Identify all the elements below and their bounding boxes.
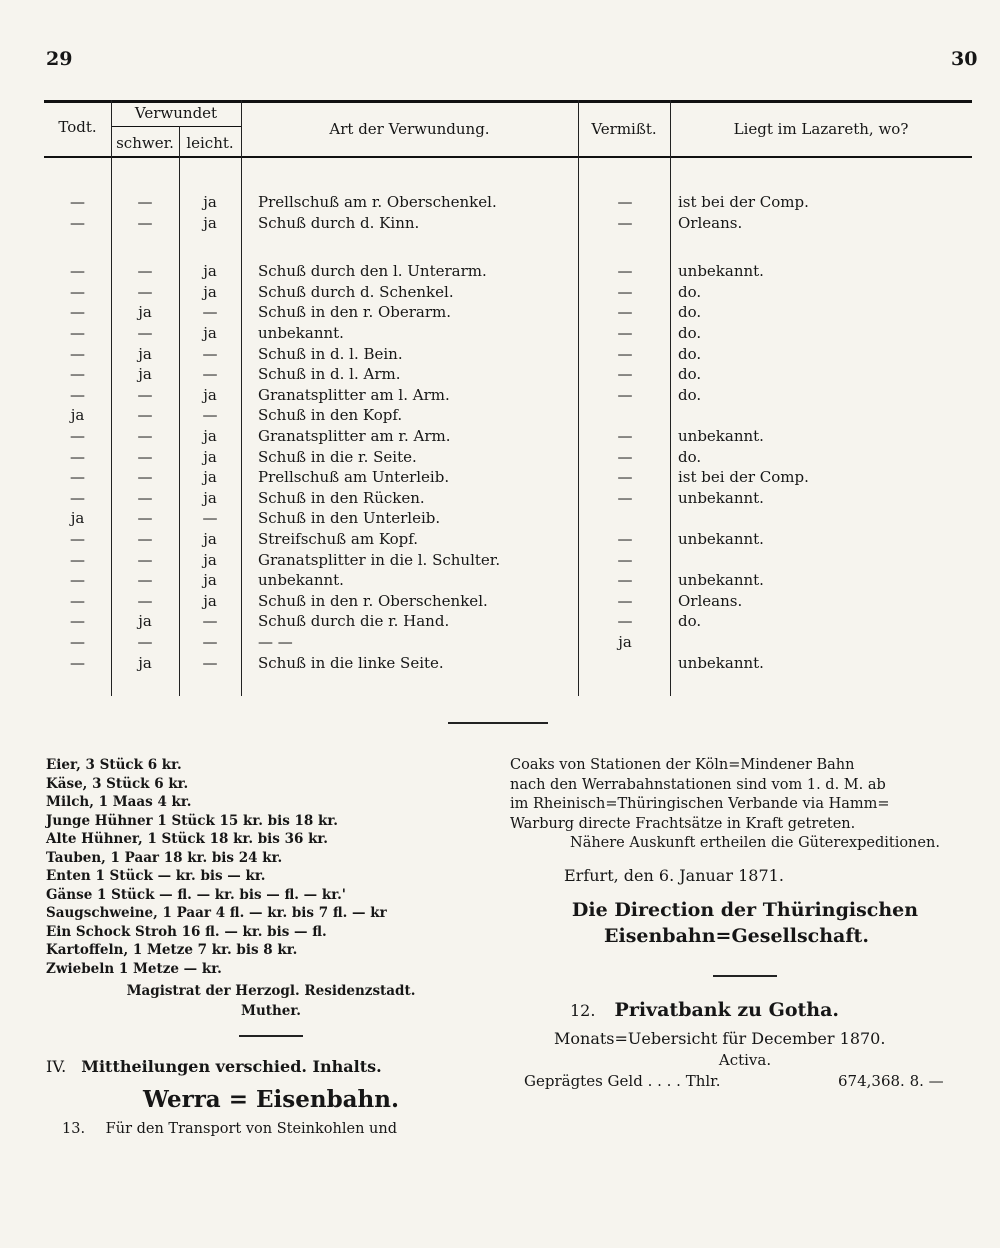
direction-signature-2: Eisenbahn=Gesellschaft. bbox=[604, 924, 869, 947]
table-row bbox=[44, 364, 972, 384]
cell-art: unbekannt. bbox=[258, 571, 344, 590]
price-line: Junge Hühner 1 Stück 15 kr. bis 18 kr. bbox=[46, 812, 338, 829]
table-row bbox=[44, 213, 972, 233]
cell-leicht: ja bbox=[203, 282, 217, 301]
cell-todt: — bbox=[70, 427, 85, 445]
cell-todt: ja bbox=[70, 509, 85, 528]
header-schwer: schwer. bbox=[116, 134, 174, 152]
cell-lazareth: unbekannt. bbox=[678, 530, 764, 548]
cell-art: Schuß in die linke Seite. bbox=[258, 653, 444, 672]
cell-leicht: ja bbox=[203, 213, 217, 232]
item-12-number: 12. bbox=[570, 1000, 596, 1020]
cell-art: Schuß in die r. Seite. bbox=[258, 447, 417, 466]
cell-leicht: ja bbox=[203, 193, 217, 211]
cell-schwer: — bbox=[137, 406, 153, 425]
cell-art: unbekannt. bbox=[258, 324, 344, 342]
magistrat-signature: Magistrat der Herzogl. Residenzstadt. bbox=[126, 983, 416, 999]
price-line: Käse, 3 Stück 6 kr. bbox=[46, 775, 189, 792]
cell-leicht: ja bbox=[203, 550, 217, 569]
cell-vermisst: — bbox=[617, 488, 633, 507]
cell-schwer: — bbox=[137, 571, 153, 590]
werra-notice bbox=[510, 756, 980, 854]
cell-lazareth: do. bbox=[678, 324, 702, 342]
price-line: Saugschweine, 1 Paar 4 fl. — kr. bis 7 fl. — kr bbox=[46, 905, 387, 921]
cell-vermisst: ja bbox=[618, 633, 632, 651]
table-row bbox=[44, 447, 972, 467]
bank-heading bbox=[570, 999, 980, 1021]
cell-schwer: — bbox=[137, 509, 153, 528]
table-row bbox=[44, 261, 972, 281]
section-heading bbox=[46, 1057, 496, 1076]
cell-schwer: — bbox=[137, 591, 153, 610]
cell-lazareth: Orleans. bbox=[678, 213, 743, 232]
cell-leicht: — bbox=[202, 365, 218, 384]
table-row bbox=[44, 192, 972, 212]
table-row bbox=[44, 467, 972, 487]
cell-leicht: ja bbox=[203, 324, 217, 342]
cell-vermisst: — bbox=[617, 213, 633, 232]
werra-heading: Werra = Eisenbahn. bbox=[142, 1086, 400, 1113]
cell-art: Schuß durch d. Kinn. bbox=[258, 213, 420, 232]
cell-schwer: ja bbox=[138, 344, 152, 363]
cell-todt: — bbox=[70, 468, 85, 487]
header-vermisst: Vermißt. bbox=[591, 120, 657, 138]
table-row bbox=[44, 653, 972, 673]
notice-line: Nähere Auskunft ertheilen die Güterexpeditionen. bbox=[570, 835, 940, 851]
cell-todt: ja bbox=[70, 406, 85, 425]
cell-vermisst: — bbox=[617, 365, 633, 384]
price-line: Zwiebeln 1 Metze — kr. bbox=[46, 960, 222, 977]
cell-vermisst: — bbox=[617, 550, 633, 569]
table-row bbox=[44, 426, 972, 446]
cell-todt: — bbox=[70, 550, 85, 569]
price-line: Gänse 1 Stück — fl. — kr. bis — fl. — kr.' bbox=[46, 886, 346, 903]
cell-lazareth: do. bbox=[678, 365, 702, 384]
cell-todt: — bbox=[70, 488, 85, 507]
cell-todt: — bbox=[70, 282, 85, 301]
cell-schwer: — bbox=[137, 193, 153, 211]
cell-art: Schuß in d. l. Arm. bbox=[258, 365, 401, 384]
cell-todt: — bbox=[70, 633, 85, 651]
cell-art: Granatsplitter am r. Arm. bbox=[258, 427, 451, 445]
cell-schwer: — bbox=[137, 633, 153, 651]
cell-todt: — bbox=[70, 612, 85, 631]
table-row bbox=[44, 385, 972, 405]
table-row bbox=[44, 302, 972, 322]
cell-leicht: ja bbox=[203, 488, 217, 507]
item-13-number: 13. bbox=[62, 1121, 86, 1137]
cell-todt: — bbox=[70, 344, 85, 363]
cell-todt: — bbox=[70, 365, 85, 384]
price-line: Kartoffeln, 1 Metze 7 kr. bis 8 kr. bbox=[46, 942, 298, 958]
monthly-overview: Monats=Uebersicht für December 1870. bbox=[554, 1028, 886, 1048]
cell-lazareth: ist bei der Comp. bbox=[678, 468, 809, 487]
cell-schwer: — bbox=[137, 530, 153, 548]
cell-leicht: — bbox=[202, 653, 218, 672]
casualty-table bbox=[44, 100, 972, 700]
header-art: Art der Verwundung. bbox=[329, 120, 490, 138]
cell-lazareth: do. bbox=[678, 447, 702, 466]
cell-todt: — bbox=[70, 385, 85, 404]
muther-signature: Muther. bbox=[241, 1003, 301, 1019]
table-row bbox=[44, 508, 972, 528]
notice-line: Coaks von Stationen der Köln=Mindener Bahn bbox=[510, 757, 855, 773]
cell-todt: — bbox=[70, 653, 85, 672]
price-list bbox=[46, 756, 496, 978]
activa-row-label: Geprägtes Geld . . . . Thlr. bbox=[524, 1071, 721, 1090]
cell-lazareth: do. bbox=[678, 344, 702, 363]
cell-todt: — bbox=[70, 324, 85, 342]
cell-todt: — bbox=[70, 262, 85, 281]
cell-leicht: — bbox=[202, 633, 218, 651]
verwundet-subrule bbox=[111, 126, 241, 127]
cell-todt: — bbox=[70, 193, 85, 211]
cell-lazareth: unbekannt. bbox=[678, 488, 764, 507]
cell-lazareth: do. bbox=[678, 612, 702, 631]
cell-art: Schuß durch d. Schenkel. bbox=[258, 282, 454, 301]
cell-leicht: — bbox=[202, 406, 218, 425]
cell-leicht: — bbox=[202, 303, 218, 322]
cell-schwer: — bbox=[137, 282, 153, 301]
cell-art: — — bbox=[258, 633, 293, 651]
cell-leicht: ja bbox=[203, 468, 217, 487]
item-13 bbox=[46, 1121, 496, 1137]
cell-todt: — bbox=[70, 530, 85, 548]
price-line: Enten 1 Stück — kr. bis — kr. bbox=[46, 868, 266, 884]
table-top-rule bbox=[44, 100, 972, 103]
cell-art: Granatsplitter am l. Arm. bbox=[258, 385, 450, 404]
notice-line: nach den Werrabahnstationen sind vom 1. d. M. ab bbox=[510, 776, 886, 793]
header-todt: Todt. bbox=[58, 118, 97, 136]
cell-lazareth: Orleans. bbox=[678, 591, 743, 610]
cell-todt: — bbox=[70, 591, 85, 610]
cell-leicht: — bbox=[202, 509, 218, 528]
cell-vermisst: — bbox=[617, 282, 633, 301]
cell-leicht: ja bbox=[203, 530, 217, 548]
cell-vermisst: — bbox=[617, 468, 633, 487]
table-row bbox=[44, 488, 972, 508]
left-column bbox=[46, 756, 496, 1137]
table-row bbox=[44, 550, 972, 570]
price-line: Ein Schock Stroh 16 fl. — kr. bis — fl. bbox=[46, 923, 327, 940]
cell-schwer: — bbox=[137, 262, 153, 281]
activa-label: Activa. bbox=[718, 1050, 772, 1069]
cell-schwer: — bbox=[137, 468, 153, 487]
cell-schwer: — bbox=[137, 488, 153, 507]
cell-vermisst: — bbox=[617, 385, 633, 404]
cell-leicht: — bbox=[202, 344, 218, 363]
cell-todt: — bbox=[70, 303, 85, 322]
cell-todt: — bbox=[70, 447, 85, 466]
notice-line: Warburg directe Frachtsätze in Kraft getreten. bbox=[510, 815, 856, 832]
cell-art: Streifschuß am Kopf. bbox=[258, 530, 419, 548]
section-number: IV. bbox=[46, 1057, 67, 1076]
cell-art: Schuß in den Unterleib. bbox=[258, 509, 441, 528]
cell-vermisst: — bbox=[617, 530, 633, 548]
cell-lazareth: do. bbox=[678, 303, 702, 322]
header-lazareth: Liegt im Lazareth, wo? bbox=[733, 120, 909, 138]
cell-art: Prellschuß am r. Oberschenkel. bbox=[258, 193, 497, 211]
direction-signature-1: Die Direction der Thüringischen bbox=[571, 898, 919, 921]
price-line: Alte Hühner, 1 Stück 18 kr. bis 36 kr. bbox=[46, 831, 329, 847]
cell-leicht: ja bbox=[203, 447, 217, 466]
cell-leicht: — bbox=[202, 612, 218, 631]
cell-schwer: — bbox=[137, 324, 153, 342]
table-row bbox=[44, 632, 972, 652]
table-row bbox=[44, 405, 972, 425]
price-line: Eier, 3 Stück 6 kr. bbox=[46, 757, 182, 773]
cell-todt: — bbox=[70, 213, 85, 232]
right-column bbox=[510, 756, 980, 1094]
page-number-left: 29 bbox=[46, 48, 73, 70]
left-separator bbox=[239, 1035, 303, 1037]
cell-schwer: — bbox=[137, 427, 153, 445]
cell-art: Schuß durch den l. Unterarm. bbox=[258, 262, 487, 281]
activa-row-value: 674,368. 8. — bbox=[838, 1071, 944, 1090]
cell-art: Schuß in d. l. Bein. bbox=[258, 344, 403, 363]
cell-vermisst: — bbox=[617, 324, 633, 342]
cell-lazareth: unbekannt. bbox=[678, 653, 764, 672]
cell-todt: — bbox=[70, 571, 85, 590]
cell-leicht: ja bbox=[203, 591, 217, 610]
bank-title: Privatbank zu Gotha. bbox=[614, 998, 840, 1021]
cell-schwer: ja bbox=[138, 653, 152, 672]
cell-schwer: ja bbox=[138, 612, 152, 631]
cell-vermisst: — bbox=[617, 571, 633, 590]
item-13-text: Für den Transport von Steinkohlen und bbox=[105, 1121, 397, 1137]
table-header-rule bbox=[44, 156, 972, 158]
cell-vermisst: — bbox=[617, 427, 633, 445]
cell-art: Prellschuß am Unterleib. bbox=[258, 468, 450, 487]
cell-art: Schuß in den r. Oberschenkel. bbox=[258, 591, 488, 610]
table-row bbox=[44, 282, 972, 302]
price-line: Milch, 1 Maas 4 kr. bbox=[46, 794, 192, 810]
page-number-right: 30 bbox=[951, 48, 978, 70]
cell-vermisst: — bbox=[617, 344, 633, 363]
cell-art: Schuß in den Rücken. bbox=[258, 488, 425, 507]
cell-art: Schuß in den r. Oberarm. bbox=[258, 303, 452, 322]
cell-lazareth: ist bei der Comp. bbox=[678, 193, 809, 211]
table-row bbox=[44, 591, 972, 611]
cell-vermisst: — bbox=[617, 193, 633, 211]
cell-vermisst: — bbox=[617, 612, 633, 631]
cell-schwer: ja bbox=[138, 303, 152, 322]
cell-art: Schuß in den Kopf. bbox=[258, 406, 403, 425]
cell-lazareth: unbekannt. bbox=[678, 571, 764, 590]
activa-row bbox=[510, 1072, 980, 1094]
cell-leicht: ja bbox=[203, 262, 217, 281]
cell-vermisst: — bbox=[617, 591, 633, 610]
table-row bbox=[44, 570, 972, 590]
notice-line: im Rheinisch=Thüringischen Verbande via Hamm= bbox=[510, 796, 890, 812]
table-row bbox=[44, 529, 972, 549]
right-separator bbox=[713, 975, 777, 977]
header-leicht: leicht. bbox=[186, 134, 234, 152]
cell-lazareth: unbekannt. bbox=[678, 427, 764, 445]
table-row bbox=[44, 323, 972, 343]
section-separator bbox=[448, 722, 548, 724]
table-row bbox=[44, 344, 972, 364]
cell-art: Schuß durch die r. Hand. bbox=[258, 612, 450, 631]
cell-vermisst: — bbox=[617, 447, 633, 466]
table-row bbox=[44, 611, 972, 631]
cell-schwer: — bbox=[137, 385, 153, 404]
price-line: Tauben, 1 Paar 18 kr. bis 24 kr. bbox=[46, 849, 283, 866]
cell-leicht: ja bbox=[203, 427, 217, 445]
cell-vermisst: — bbox=[617, 262, 633, 281]
cell-lazareth: do. bbox=[678, 385, 702, 404]
cell-lazareth: do. bbox=[678, 282, 702, 301]
cell-schwer: — bbox=[137, 447, 153, 466]
cell-schwer: — bbox=[137, 550, 153, 569]
cell-lazareth: unbekannt. bbox=[678, 262, 764, 281]
cell-schwer: — bbox=[137, 213, 153, 232]
cell-vermisst: — bbox=[617, 303, 633, 322]
cell-schwer: ja bbox=[138, 365, 152, 384]
header-verwundet: Verwundet bbox=[134, 104, 218, 122]
cell-leicht: ja bbox=[203, 571, 217, 590]
place-date: Erfurt, den 6. Januar 1871. bbox=[564, 865, 784, 885]
cell-art: Granatsplitter in die l. Schulter. bbox=[258, 550, 501, 569]
section-title: Mittheilungen verschied. Inhalts. bbox=[81, 1057, 382, 1076]
cell-leicht: ja bbox=[203, 385, 217, 404]
